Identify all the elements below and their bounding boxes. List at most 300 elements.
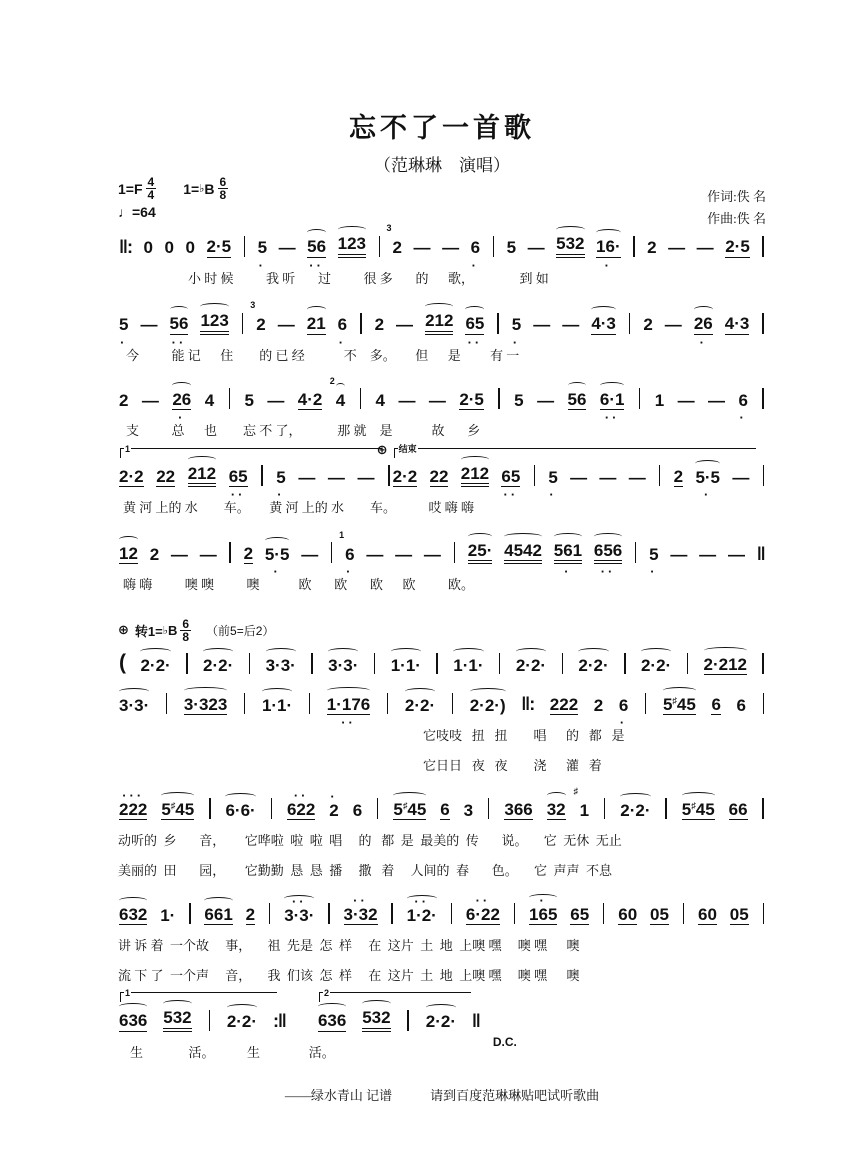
note-text: 6·6· [225, 800, 256, 820]
note-text: ‖ [756, 543, 765, 564]
note-text: — [527, 238, 545, 257]
note-group [648, 544, 659, 580]
slur-arc [594, 533, 622, 540]
note-group [731, 468, 750, 488]
barline [763, 903, 764, 924]
note-text: 65 [228, 466, 248, 486]
note-text: 5 [244, 390, 254, 410]
octave-dots-below: ·· [171, 334, 187, 350]
barline [209, 1010, 210, 1031]
note-text: — [696, 238, 714, 257]
note-text: 5 [649, 544, 659, 564]
note-text: 22 [156, 466, 176, 486]
barline [665, 798, 666, 819]
lyricist-credit: 作词:佚 名 [707, 189, 766, 204]
sharp-icon: ♯ [691, 799, 696, 810]
barline [269, 903, 270, 924]
note-group [224, 801, 256, 821]
note-group [278, 238, 297, 258]
note-text: 3·323 [183, 694, 228, 714]
octave-dots-above: ·· [475, 892, 491, 908]
note-text: 2 [243, 543, 254, 563]
note-text: 1·1· [261, 695, 293, 715]
slur-arc [170, 306, 189, 313]
note-text: 6 [352, 800, 363, 820]
note-group [547, 467, 558, 503]
note-group [736, 696, 747, 716]
note-group [640, 656, 672, 676]
note-group [199, 545, 218, 565]
barline [244, 693, 245, 714]
note-group [424, 311, 454, 335]
note-text: 5 [548, 467, 558, 487]
note-group [204, 391, 215, 411]
lyrics-row: 生 活。 生 活。 [130, 1044, 335, 1060]
volta-bracket [120, 988, 277, 1002]
note-group [149, 545, 160, 565]
transcriber-credit: ——绿水青山 记谱 [284, 1088, 393, 1104]
footer-line [118, 1085, 766, 1104]
note-group [365, 545, 384, 565]
note-text: — [423, 544, 441, 564]
slur-arc [529, 892, 557, 908]
octave-dots-below: · [346, 564, 354, 580]
slur-arc [591, 306, 616, 313]
note-group [139, 656, 171, 676]
octave-dots-above: · [539, 892, 547, 908]
note-group [649, 905, 670, 926]
slur-arc [405, 688, 435, 695]
slur-arc [163, 1000, 191, 1007]
note-group [458, 390, 485, 411]
barline [407, 1010, 408, 1031]
note-group [337, 234, 367, 258]
note-text: 366 [504, 799, 533, 819]
note-group [118, 787, 148, 821]
note-group [441, 238, 460, 258]
barline [497, 313, 498, 334]
note-group [703, 655, 748, 676]
note-text: — [732, 467, 750, 487]
note-text: — [327, 467, 345, 487]
note-group [317, 1011, 347, 1032]
note-text: ‖: [119, 236, 132, 257]
slur-arc [663, 687, 696, 694]
note-group [357, 468, 376, 488]
note-text: 5 [276, 467, 286, 487]
note-group [375, 391, 386, 411]
slur-arc [184, 687, 227, 694]
note-group [465, 892, 501, 926]
note-text: 2·5 [725, 237, 750, 256]
note-group [595, 237, 622, 273]
note-text: 2·2· [425, 1012, 456, 1032]
note-group [337, 315, 348, 350]
note-group [306, 237, 327, 273]
slur-arc [336, 383, 345, 390]
page-content [118, 106, 766, 1104]
slur-arc [453, 648, 483, 655]
note-text: — [140, 315, 158, 335]
note-group [300, 545, 319, 565]
listen-note: 请到百度范琳琳贴吧试听歌曲 [430, 1088, 600, 1104]
note-group [511, 315, 522, 350]
barline [387, 693, 388, 714]
note-text: — [170, 544, 188, 564]
note-text: — [668, 238, 686, 257]
barline [633, 236, 634, 257]
note-text: 4 [204, 390, 215, 410]
note-text: 2 [374, 315, 385, 335]
note-group [553, 540, 583, 580]
slur-arc [204, 897, 232, 904]
note-text: — [298, 467, 316, 487]
note-text: ‖: [521, 694, 535, 715]
notation-row [118, 651, 766, 675]
note-group [261, 696, 293, 716]
note-text: 1·176 [326, 694, 371, 714]
note-group [513, 391, 524, 411]
note-text: 2 [673, 466, 684, 486]
note-group [327, 656, 359, 676]
note-group [243, 391, 254, 411]
music-system [118, 529, 766, 594]
note-text: 2·2·) [469, 695, 506, 715]
note-group [203, 905, 233, 926]
barline [388, 465, 389, 486]
note-text: 05 [650, 904, 669, 924]
note-text: 26 [172, 389, 192, 409]
note-group [727, 545, 746, 565]
note-group [669, 545, 688, 565]
note-group [392, 467, 419, 488]
slur-arc [578, 648, 608, 655]
note-group [673, 467, 684, 488]
barline [249, 653, 250, 674]
notation-row [118, 529, 766, 580]
note-group [593, 696, 604, 716]
grace-note: 2 [329, 375, 335, 386]
note-text: 2·2· [515, 655, 547, 675]
note-text: 661 [204, 904, 233, 924]
slur-arc [554, 533, 582, 540]
note-group [139, 315, 158, 335]
measure-group [118, 892, 766, 925]
octave-dots-below: · [604, 257, 612, 273]
slur-arc [391, 648, 421, 655]
time-numerator: 6 [182, 616, 190, 631]
notation-row [118, 441, 766, 503]
note-text: 0 [164, 238, 174, 257]
measure-group [118, 375, 766, 426]
note-text: 2 [119, 390, 129, 410]
note-group [618, 695, 629, 731]
note-group [118, 467, 145, 488]
note-text: 26 [693, 314, 713, 334]
octave-dots-above: · [330, 788, 338, 804]
octave-dots-above: ··· [122, 787, 145, 803]
note-group [506, 238, 517, 258]
note-group [170, 545, 189, 565]
note-text: 66 [728, 799, 748, 819]
music-system [118, 785, 766, 879]
note-group [569, 468, 588, 488]
note-group [464, 314, 485, 350]
note-group [555, 234, 585, 258]
note-text: — [628, 467, 646, 487]
note-group [143, 238, 154, 258]
note-text: 2 [647, 238, 657, 257]
note-group [160, 800, 195, 821]
octave-dots-below: ·· [341, 715, 356, 731]
key1-label: 1=F [118, 180, 143, 197]
note-group [515, 656, 547, 676]
note-text: 3·3· [284, 905, 315, 925]
octave-dots-below: · [258, 257, 267, 273]
note-group [162, 1008, 192, 1032]
barline [498, 388, 499, 409]
slur-arc [161, 792, 194, 799]
note-group [546, 800, 567, 821]
note-text: 622 [286, 799, 316, 819]
music-system [118, 651, 766, 675]
octave-dots-below: · [512, 334, 521, 350]
note-group [452, 656, 484, 676]
note-text: 0 [143, 238, 153, 257]
notation-row [118, 988, 517, 1049]
note-group [266, 391, 285, 411]
octave-dots-above: ·· [293, 787, 309, 803]
note-group [159, 906, 176, 926]
note-group [527, 238, 546, 258]
music-system [118, 693, 766, 774]
note-text: — [141, 390, 159, 410]
note-group [617, 905, 638, 926]
note-text: 2·2· [640, 655, 672, 675]
note-group [681, 800, 716, 821]
note-text: 3·3· [119, 695, 150, 715]
time2-denominator: 8 [219, 188, 227, 202]
barline-symbol [471, 1011, 481, 1032]
slur-arc [225, 793, 255, 800]
note-text: 5 [119, 315, 129, 335]
note-text: 6 [470, 238, 481, 257]
barline [360, 388, 361, 409]
coda-icon: ⊕ [376, 441, 388, 457]
barline [659, 465, 660, 486]
slur-arc [200, 303, 228, 310]
note-text: 4·3 [591, 314, 616, 334]
barline [762, 653, 763, 674]
lyrics-row: 动听的 乡 音， 它哗啦 啦 啦 唱 的 都 是 最美的 传 说。 它 无休 无止 [118, 833, 622, 849]
note-group [536, 391, 555, 411]
slur-arc [119, 1003, 147, 1010]
note-text: 5♯45 [662, 694, 696, 714]
note-group [654, 391, 665, 411]
note-text: 212 [188, 464, 216, 488]
barline [624, 653, 625, 674]
note-group [573, 785, 590, 821]
note-text: 2 [149, 544, 160, 564]
note-group [646, 238, 657, 258]
slur-arc [461, 456, 489, 463]
note-group [228, 466, 249, 503]
note-group [169, 314, 190, 350]
slur-arc [694, 306, 713, 313]
note-text: 6 [440, 799, 450, 819]
sharp-icon: ♯ [170, 799, 176, 810]
note-text: 636 [119, 1011, 148, 1031]
slur-arc [119, 688, 149, 695]
note-text: 123 [200, 311, 228, 335]
note-text: 165 [529, 904, 558, 924]
note-text: — [428, 390, 446, 410]
note-group [677, 391, 696, 411]
volta-label: 1 [125, 988, 131, 999]
note-text: 532 [556, 234, 584, 258]
note-group [467, 541, 494, 565]
note-group [710, 695, 721, 716]
note-text: — [301, 544, 319, 564]
note-group [329, 375, 346, 411]
note-text: 16· [596, 237, 621, 256]
note-text: — [267, 390, 285, 410]
note-text: 5♯45 [393, 799, 427, 819]
note-group [226, 1012, 258, 1032]
note-group [155, 467, 176, 488]
note-text: 3·3· [328, 655, 359, 675]
note-group [118, 696, 150, 716]
barline [331, 542, 332, 563]
time-signature-2 [218, 176, 229, 201]
octave-dots-above: ·· [353, 892, 368, 908]
note-text: 2·2· [404, 695, 436, 715]
barline [186, 653, 187, 674]
slur-arc [227, 1004, 257, 1011]
note-group [532, 315, 551, 335]
lyrics-row: 今 能 记 住 的 已 经 不 多。 但 是 有 一 [126, 347, 520, 363]
note-group [297, 390, 324, 411]
note-text: 5 [506, 238, 517, 257]
measure-group [317, 988, 517, 1049]
barline [635, 542, 636, 563]
barline [687, 653, 688, 674]
lyrics-row: 它吱吱 扭 扭 唱 的 都 是 [423, 728, 625, 744]
note-group [202, 656, 234, 676]
slur-arc [338, 226, 366, 233]
note-text: 1· [160, 905, 176, 925]
octave-dots-below: · [564, 564, 572, 580]
barline [603, 903, 604, 924]
note-text: 5♯45 [161, 799, 195, 819]
barline [683, 903, 684, 924]
barline [762, 798, 763, 819]
note-text: 56 [567, 389, 587, 409]
volta-label: 结束 [398, 443, 417, 454]
note-group [199, 311, 229, 335]
note-group [628, 468, 647, 488]
note-text: 2 [256, 315, 266, 335]
octave-dots-below: ·· [467, 334, 483, 350]
flat-icon: ♭ [199, 183, 205, 195]
grace-note: 3 [386, 223, 392, 233]
barline-symbol [272, 1011, 287, 1032]
note-text: 4·2 [297, 389, 323, 409]
note-text: 60 [698, 904, 717, 924]
measure-group [118, 223, 766, 273]
slur-arc [425, 303, 453, 310]
note-text: 2 [392, 238, 402, 257]
measure-group [118, 693, 766, 731]
barline [629, 313, 630, 334]
dc-label: D.C. [492, 1034, 517, 1049]
barline [645, 693, 646, 714]
note-text: 12 [119, 543, 138, 563]
key-change-line [118, 618, 766, 643]
grace-note: ♯ [573, 785, 579, 796]
note-text: 5·5 [264, 544, 290, 564]
slur-arc [119, 897, 147, 904]
slur-arc [504, 533, 542, 540]
barline [244, 236, 245, 257]
octave-dots-below: ·· [503, 487, 519, 503]
lyrics-row: 流 下 了 一个声 音， 我 们该 怎 样 在 这片 土 地 上噢 嘿 噢 嘿 噢 [118, 967, 580, 983]
note-group [698, 545, 717, 565]
note-text: ‖ [471, 1011, 480, 1032]
note-text: — [699, 544, 717, 564]
note-text: 5 [257, 238, 268, 257]
barline [562, 653, 563, 674]
note-group [187, 464, 217, 488]
note-text: 1 [654, 390, 665, 410]
note-text: — [398, 390, 416, 410]
note-group [724, 314, 751, 335]
note-text: 2 [329, 800, 339, 820]
note-text: 6 [711, 694, 721, 714]
note-text: — [677, 390, 695, 410]
barline [534, 465, 535, 486]
music-system [118, 375, 766, 440]
note-text: 65 [465, 314, 485, 334]
slur-arc [547, 792, 566, 799]
note-group [549, 695, 579, 716]
barline [514, 903, 515, 924]
key2-prefix: 1= [183, 180, 200, 197]
octave-dots-below: · [277, 487, 285, 503]
note-text: — [537, 390, 555, 410]
note-group [118, 544, 139, 565]
note-group [590, 314, 617, 335]
volta-bracket [394, 443, 756, 458]
slur-arc [695, 460, 720, 467]
measure-group [118, 300, 766, 350]
note-text: — [533, 315, 551, 335]
note-group [667, 238, 686, 258]
measure-group [118, 443, 392, 503]
note-group [257, 238, 268, 273]
slur-arc [307, 229, 326, 236]
note-group [463, 801, 474, 821]
note-text: — [562, 315, 580, 335]
octave-dots-above: ·· [414, 893, 430, 909]
note-text: 632 [119, 904, 148, 924]
grace-note: 3 [250, 300, 256, 311]
notation-row [118, 785, 766, 820]
barline [762, 236, 763, 257]
note-group [561, 315, 580, 335]
lyrics-row: 黄 河 上的 水 车。 黄 河 上的 水 车。 哎 嗨 嗨 [123, 500, 475, 516]
time2-numerator: 6 [219, 175, 227, 189]
